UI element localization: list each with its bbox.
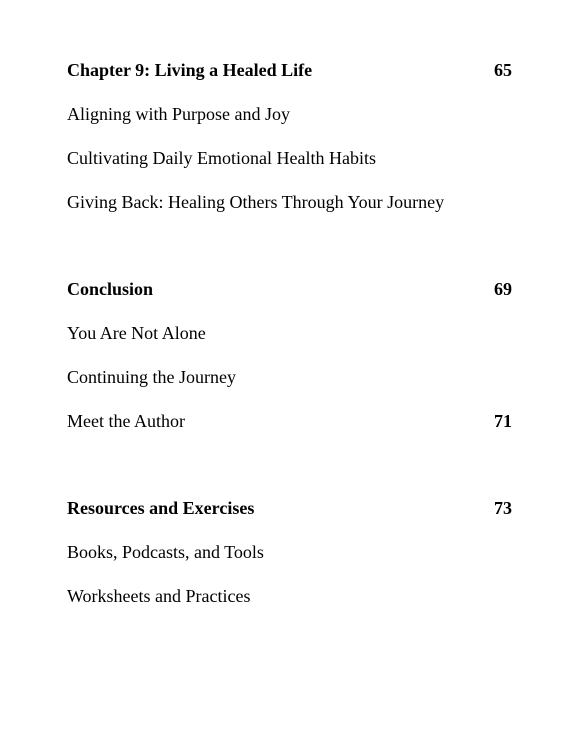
- toc-heading-label: Conclusion: [67, 279, 154, 299]
- toc-entry: [67, 146, 512, 170]
- toc-entry: [67, 190, 512, 214]
- toc-entry: [67, 102, 512, 126]
- toc-page-number: 69: [494, 279, 512, 299]
- toc-entry-label: Continuing the Journey: [67, 367, 236, 387]
- toc-entry: [67, 584, 512, 608]
- toc-entry-label: Worksheets and Practices: [67, 586, 251, 606]
- toc-entry-label: Meet the Author: [67, 411, 185, 431]
- toc-heading-label: Chapter 9: Living a Healed Life: [67, 60, 313, 80]
- toc-page-number: 71: [494, 411, 512, 431]
- toc-entry-label: Giving Back: Healing Others Through Your Journey: [67, 192, 445, 212]
- toc-heading-label: Resources and Exercises: [67, 498, 255, 518]
- toc-heading-resources: [67, 496, 512, 520]
- toc-entry: [67, 321, 512, 345]
- toc-heading-chapter-9: [67, 58, 512, 82]
- toc-page-number: 73: [494, 498, 512, 518]
- toc-entry: [67, 365, 512, 389]
- toc-entry-label: Aligning with Purpose and Joy: [67, 104, 290, 124]
- toc-entry-meet-the-author: [67, 409, 512, 433]
- toc-heading-conclusion: [67, 277, 512, 301]
- toc-page-number: 65: [494, 60, 512, 80]
- toc-entry-label: Books, Podcasts, and Tools: [67, 542, 264, 562]
- toc-entry-label: Cultivating Daily Emotional Health Habits: [67, 148, 376, 168]
- toc-entry: [67, 540, 512, 564]
- toc-entry-label: You Are Not Alone: [67, 323, 206, 343]
